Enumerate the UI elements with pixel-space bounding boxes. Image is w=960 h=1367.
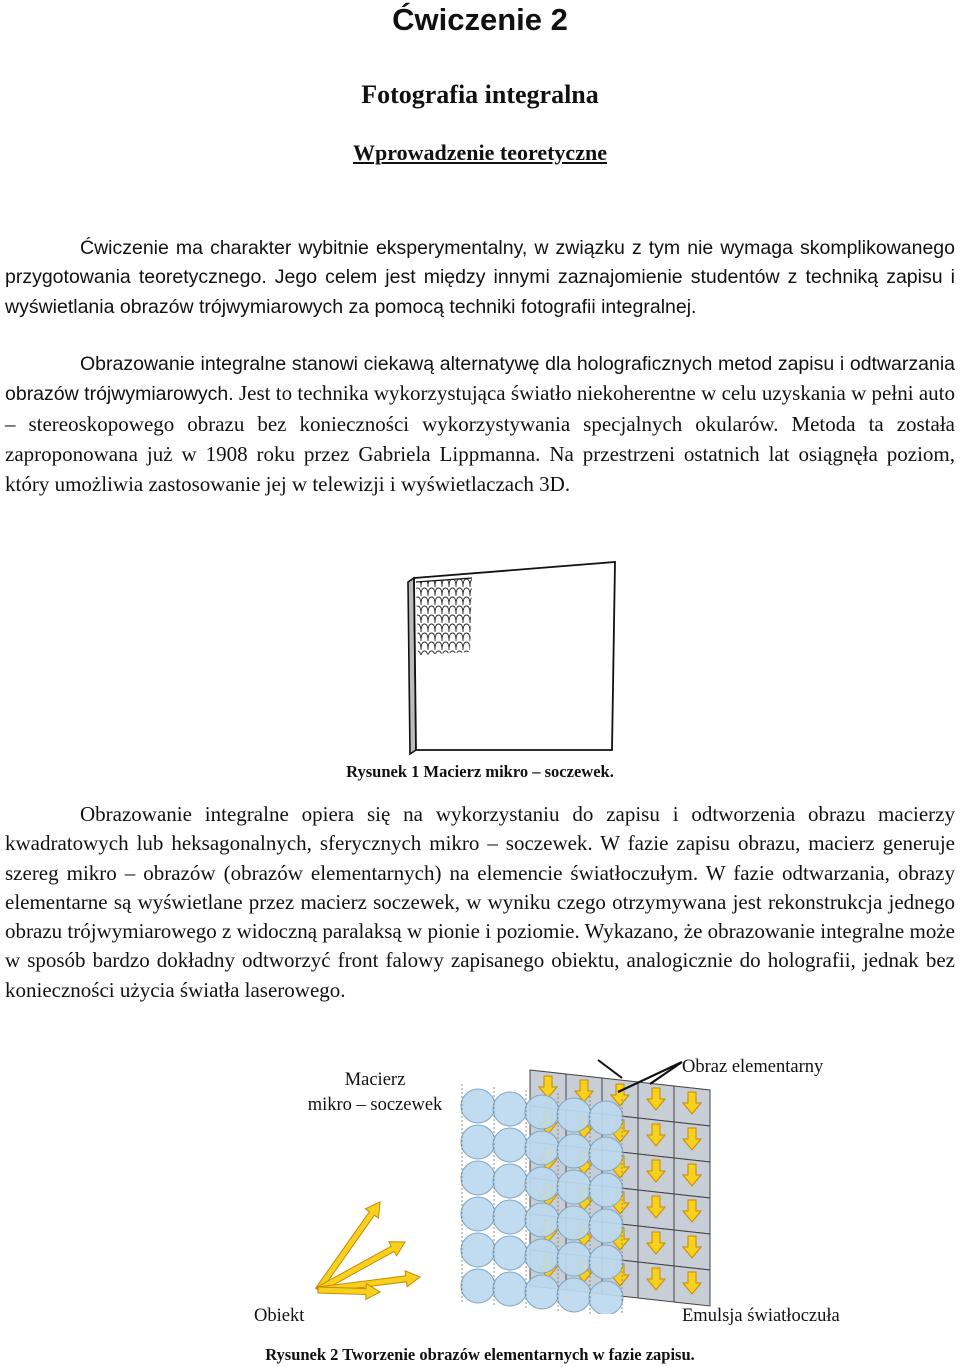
paragraph-intro: Ćwiczenie ma charakter wybitnie eksperymentalny, w związku z tym nie wymaga skomplikowanego przygotowania teoretycznego. Jego celem jest między innymi zaznajomienie studentów z techniką zapisu i wyświetlania obrazów trójwymiarowych za pomocą techniki fotografii integralnej. [5, 237, 955, 318]
micro-lens [461, 1233, 495, 1267]
micro-lens [493, 1272, 527, 1306]
pointer-line-elemental-image-2 [650, 1062, 682, 1084]
paragraph-recording: Obrazowanie integralne opiera się na wykorzystaniu do zapisu i odtworzenia obrazu macierzy kwadratowych lub heksagonalnych, sferycznych mikro – soczewek. W fazie zapisu obrazu, macierz generuje szereg mikro – obrazów (obrazów elementarnych) na elemencie światłoczułym. W fazie odtwarzania, obrazy elementarne są wyświetlane przez macierz soczewek, w wyniku czego otrzymywana jest rekonstrukcja jednego obrazu trójwymiarowego z widoczną paralaksą w pionie i poziomie. Wykazano, że obrazowanie integralne może w sposób bardzo dokładny odtworzyć front falowy zapisanego obiektu, analogicznie do holografii, jednak bez konieczności użycia światła laserowego. [5, 802, 955, 1002]
page-subtitle: Fotografia integralna [361, 80, 599, 109]
lens-grid [416, 578, 472, 655]
label-object: Obiekt [254, 1306, 305, 1326]
micro-lens [461, 1089, 495, 1123]
figure-1-caption: Rysunek 1 Macierz mikro – soczewek. [346, 762, 614, 781]
micro-lens [461, 1125, 495, 1159]
micro-lens [589, 1209, 623, 1243]
micro-lens [493, 1236, 527, 1270]
pointer-line-lens-array [598, 1060, 622, 1078]
micro-lens [557, 1170, 591, 1204]
micro-lens [525, 1275, 559, 1309]
paragraph-integral-imaging [5, 350, 955, 500]
micro-lens [589, 1137, 623, 1171]
micro-lens [461, 1161, 495, 1195]
figure-2-caption: Rysunek 2 Tworzenie obrazów elementarnych w fazie zapisu. [265, 1345, 695, 1364]
label-lens-array-line2: mikro – soczewek [307, 1095, 443, 1115]
micro-lens [461, 1269, 495, 1303]
micro-lens [493, 1092, 527, 1126]
paragraph-integral-imaging-sans: Obrazowanie integralne stanowi ciekawą alternatywę dla holograficznych metod zapisu i odtwarzania obrazów trójwymiarowych. [5, 353, 955, 406]
micro-lens [525, 1239, 559, 1273]
micro-lens [557, 1206, 591, 1240]
micro-lens [557, 1242, 591, 1276]
section-heading: Wprowadzenie teoretyczne [353, 140, 607, 165]
label-lens-array [290, 1068, 460, 1118]
label-emulsion: Emulsja światłoczuła [682, 1306, 840, 1326]
micro-lens [557, 1098, 591, 1132]
figure-1-lens-array [400, 560, 640, 760]
micro-lens [589, 1281, 623, 1314]
micro-lens [525, 1167, 559, 1201]
label-elemental-image: Obraz elementarny [682, 1057, 824, 1077]
micro-lens [493, 1200, 527, 1234]
micro-lens [525, 1095, 559, 1129]
micro-lens [589, 1173, 623, 1207]
micro-lens [525, 1131, 559, 1165]
micro-lens [493, 1164, 527, 1198]
micro-lens [493, 1128, 527, 1162]
micro-lens [589, 1245, 623, 1279]
paragraph-integral-imaging-serif: Jest to technika wykorzystująca światło niekoherentne w celu uzyskania w pełni auto – stereoskopowego obrazu bez konieczności wykorzystywania specjalnych okularów. Metoda ta została zaproponowana już w 1908 roku przez Gabriela Lippmanna. Na przestrzeni ostatnich lat osiągnęła poziom, który umożliwia zastosowanie jej w telewizji i wyświetlaczach 3D. [5, 381, 956, 497]
micro-lens [557, 1134, 591, 1168]
micro-lens [461, 1197, 495, 1231]
micro-lens [589, 1101, 623, 1135]
micro-lens [557, 1278, 591, 1312]
label-lens-array-line1: Macierz [344, 1070, 406, 1090]
micro-lens [525, 1203, 559, 1237]
light-ray-arrow [316, 1202, 380, 1292]
page-title: Ćwiczenie 2 [392, 2, 568, 37]
